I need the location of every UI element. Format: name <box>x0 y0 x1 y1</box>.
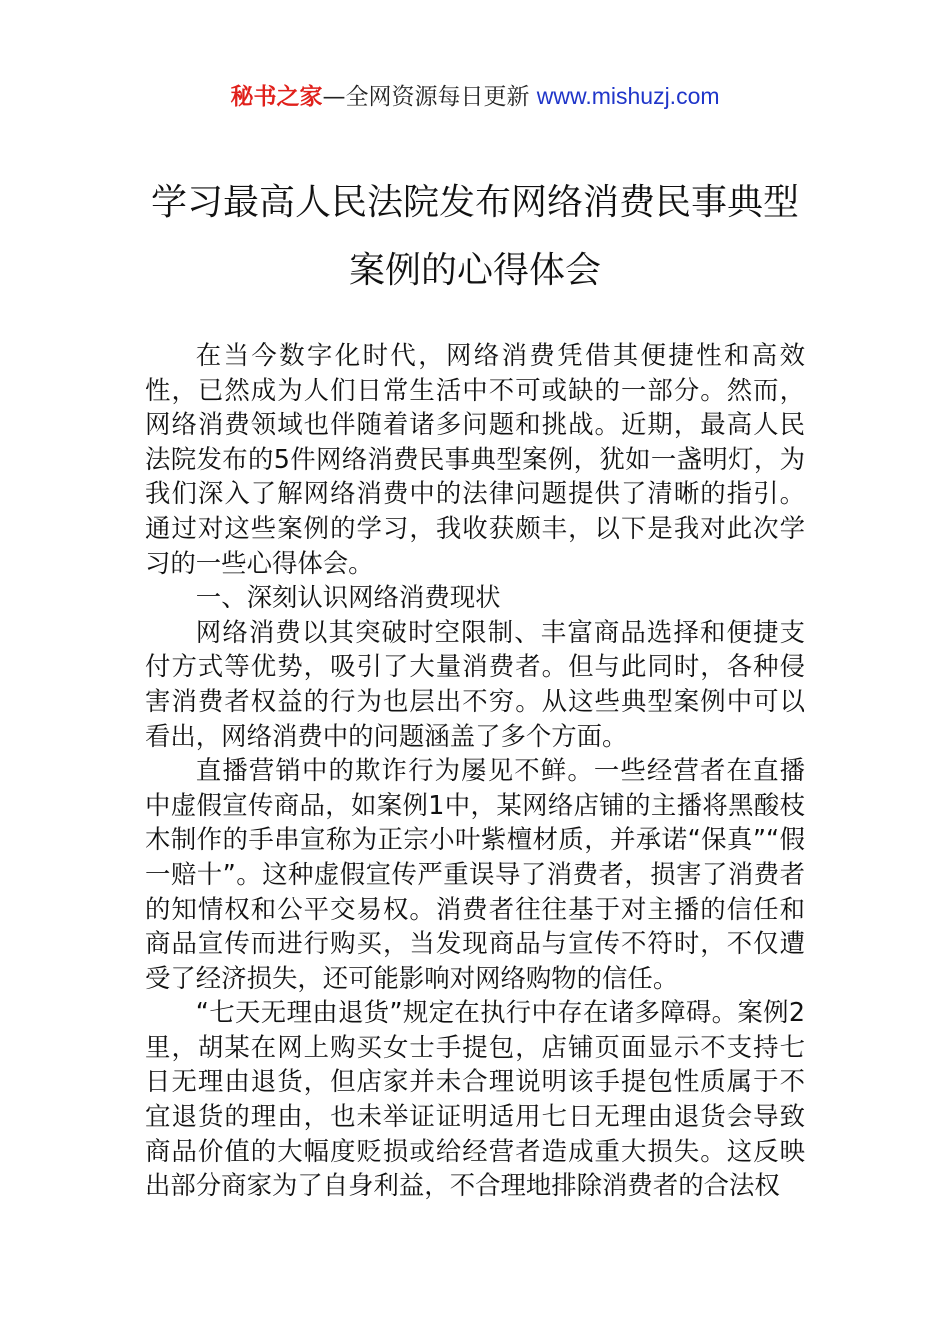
intro-paragraph: 在当今数字化时代，网络消费凭借其便捷性和高效性，已然成为人们日常生活中不可或缺的一部分。然而，网络消费领域也伴随着诸多问题和挑战。近期，最高人民法院发布的5件网络消费民事典型案例，犹如一盏明灯，为我们深入了解网络消费中的法律问题提供了清晰的指引。通过对这些案例的学习，我收获颇丰，以下是我对此次学习的一些心得体会。 <box>145 340 805 578</box>
section-heading: 一、深刻认识网络消费现状 <box>195 582 501 613</box>
body-paragraph: 直播营销中的欺诈行为屡见不鲜。一些经营者在直播中虚假宣传商品，如案例1中，某网络店铺的主播将黑酸枝木制作的手串宣称为正宗小叶紫檀材质，并承诺“保真”“假一赔十”。这种虚假宣传严重误导了消费者，损害了消费者的知情权和公平交易权。消费者往往基于对主播的信任和商品宣传而进行购买，当发现商品与宣传不符时，不仅遭受了经济损失，还可能影响对网络购物的信任。 <box>145 755 805 993</box>
document-title-line-2: 案例的心得体会 <box>348 250 601 291</box>
document-body <box>145 338 805 1203</box>
document-title-line-1: 学习最高人民法院发布网络消费民事典型 <box>150 182 799 223</box>
site-header <box>0 80 950 113</box>
brand-name: 秘书之家 <box>230 84 323 110</box>
header-tagline: —全网资源每日更新 <box>322 84 537 110</box>
body-paragraph: “七天无理由退货”规定在执行中存在诸多障碍。案例2里，胡某在网上购买女士手提包，店铺页面显示不支持七日无理由退货，但店家并未合理说明该手提包性质属于不宜退货的理由，也未举证证明适用七日无理由退货会导致商品价值的大幅度贬损或给经营者造成重大损失。这反映出部分商家为了自身利益，不合理地排除消费者的合法权 <box>145 997 805 1201</box>
site-url-link[interactable]: www.mishuzj.com <box>536 83 720 109</box>
body-paragraph: 网络消费以其突破时空限制、丰富商品选择和便捷支付方式等优势，吸引了大量消费者。但与此同时，各种侵害消费者权益的行为也层出不穷。从这些典型案例中可以看出，网络消费中的问题涵盖了多个方面。 <box>145 616 805 751</box>
